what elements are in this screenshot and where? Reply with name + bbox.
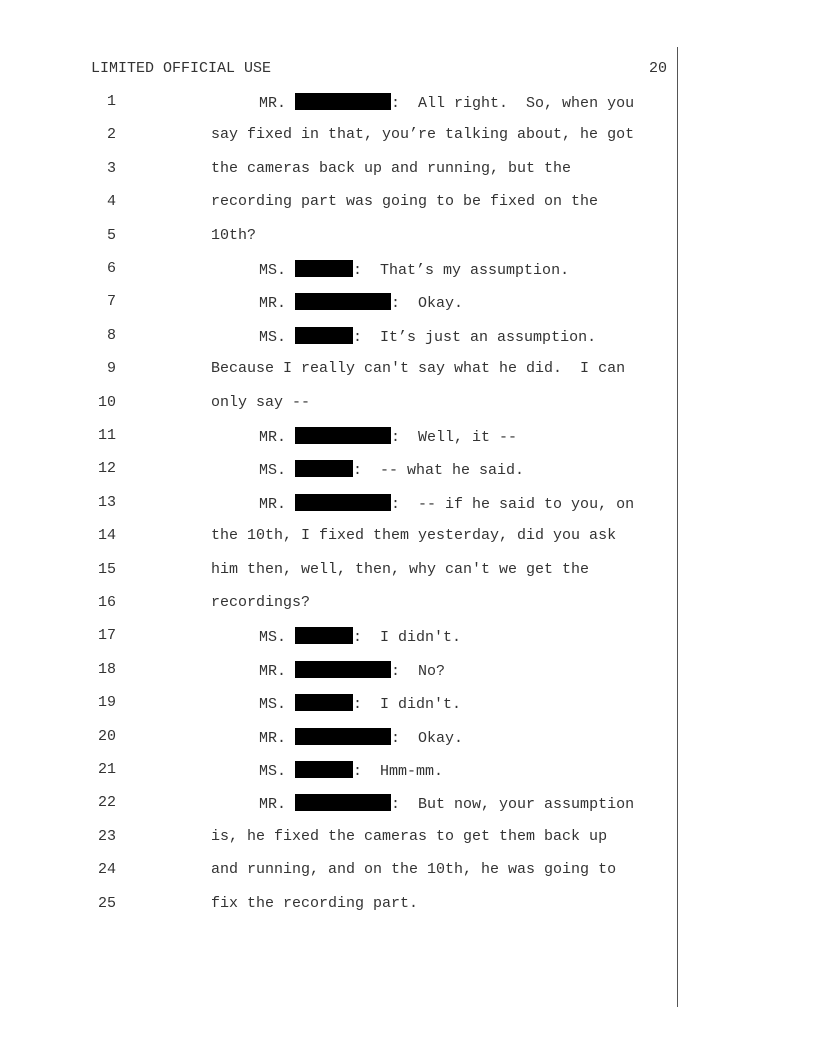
line-number: 18 xyxy=(97,660,116,678)
line-number: 19 xyxy=(97,694,116,712)
transcript-line xyxy=(0,794,680,816)
line-number: 6 xyxy=(106,260,116,277)
redaction-block xyxy=(295,627,353,644)
line-number: 25 xyxy=(97,894,116,912)
redaction-block xyxy=(295,93,391,110)
line-number: 14 xyxy=(97,527,116,545)
speaker-title: MR. xyxy=(259,95,287,112)
line-number: 3 xyxy=(106,159,116,177)
speech-text: : All right. So, when you xyxy=(391,95,635,112)
redaction-block xyxy=(295,728,391,745)
redaction-block xyxy=(295,293,391,310)
speaker-line xyxy=(259,327,596,346)
line-number: 2 xyxy=(106,126,116,144)
speaker-title: MS. xyxy=(259,763,287,780)
redaction-block xyxy=(295,661,391,678)
speaker-line xyxy=(259,761,443,780)
speaker-line xyxy=(259,728,463,747)
speech-text: and running, and on the 10th, he was going to xyxy=(211,861,617,879)
speech-text: : -- if he said to you, on xyxy=(391,495,635,513)
speaker-title: MR. xyxy=(259,495,287,513)
transcript-line xyxy=(0,494,680,516)
line-number: 23 xyxy=(97,827,116,845)
speech-text: fix the recording part. xyxy=(211,894,419,912)
line-number: 20 xyxy=(97,727,116,745)
redaction-block xyxy=(295,460,353,477)
line-number: 15 xyxy=(97,560,116,578)
line-number: 21 xyxy=(97,761,116,778)
line-number: 8 xyxy=(106,326,116,344)
speaker-line xyxy=(259,494,634,513)
speaker-line xyxy=(259,694,461,713)
speaker-line xyxy=(259,427,517,446)
line-number: 11 xyxy=(97,427,116,444)
page-number: 20 xyxy=(648,60,667,77)
speech-text: : That’s my assumption. xyxy=(353,262,570,279)
speech-text: only say -- xyxy=(211,393,311,411)
line-number: 4 xyxy=(106,193,116,211)
speaker-title: MR. xyxy=(259,729,287,747)
speaker-title: MS. xyxy=(259,328,287,346)
transcript-line xyxy=(0,561,680,583)
transcript-line xyxy=(0,293,680,315)
redaction-block xyxy=(295,494,391,511)
line-number: 17 xyxy=(97,627,116,645)
speech-text: say fixed in that, you’re talking about, he got xyxy=(211,126,635,144)
transcript-line xyxy=(0,227,680,249)
speech-text: Because I really can't say what he did. I can xyxy=(211,360,626,378)
line-number: 22 xyxy=(97,794,116,812)
speaker-title: MR. xyxy=(259,429,287,446)
line-number: 13 xyxy=(97,493,116,511)
speech-text: is, he fixed the cameras to get them back up xyxy=(211,827,608,845)
speaker-line xyxy=(259,93,634,112)
redaction-block xyxy=(295,260,353,277)
transcript-line xyxy=(0,260,680,282)
speech-text: : Okay. xyxy=(391,295,464,313)
transcript-line xyxy=(0,193,680,215)
speaker-title: MR. xyxy=(259,662,287,680)
speech-text: : But now, your assumption xyxy=(391,796,635,814)
line-number: 12 xyxy=(97,460,116,478)
speaker-line xyxy=(259,661,445,680)
speaker-line xyxy=(259,460,524,479)
line-number: 5 xyxy=(106,226,116,244)
redaction-block xyxy=(295,794,391,811)
redaction-block xyxy=(295,427,391,444)
transcript-line xyxy=(0,895,680,917)
speaker-line xyxy=(259,627,461,646)
transcript-line xyxy=(0,661,680,683)
redaction-block xyxy=(295,327,353,344)
transcript-line xyxy=(0,728,680,750)
transcript-line xyxy=(0,761,680,783)
speech-text: : I didn't. xyxy=(353,629,462,647)
classification-header: LIMITED OFFICIAL USE xyxy=(91,60,272,77)
speech-text: 10th? xyxy=(211,226,257,244)
speech-text: : I didn't. xyxy=(353,696,462,714)
line-number: 16 xyxy=(97,594,116,611)
speech-text: the cameras back up and running, but the xyxy=(211,159,572,177)
speaker-title: MR. xyxy=(259,295,287,313)
redaction-block xyxy=(295,694,353,711)
transcript-line xyxy=(0,527,680,549)
speaker-line xyxy=(259,794,634,813)
speaker-title: MS. xyxy=(259,629,287,647)
speech-text: him then, well, then, why can't we get the xyxy=(211,560,590,578)
speech-text: : -- what he said. xyxy=(353,462,525,480)
transcript-line xyxy=(0,93,680,115)
transcript-line xyxy=(0,694,680,716)
transcript-line xyxy=(0,627,680,649)
speech-text: the 10th, I fixed them yesterday, did you ask xyxy=(211,527,617,545)
redaction-block xyxy=(295,761,353,778)
speaker-line xyxy=(259,293,463,312)
line-number: 7 xyxy=(106,293,116,311)
transcript-line xyxy=(0,160,680,182)
speaker-title: MR. xyxy=(259,796,287,814)
speaker-title: MS. xyxy=(259,462,287,480)
speech-text: recording part was going to be fixed on the xyxy=(211,193,599,211)
speaker-title: MS. xyxy=(259,696,287,714)
transcript-line xyxy=(0,394,680,416)
transcript-line xyxy=(0,861,680,883)
speech-text: recordings? xyxy=(211,594,311,611)
speech-text: : Well, it -- xyxy=(391,429,518,446)
transcript-line xyxy=(0,126,680,148)
speaker-title: MS. xyxy=(259,262,287,279)
transcript-line xyxy=(0,427,680,449)
line-number: 24 xyxy=(97,861,116,879)
speech-text: : No? xyxy=(391,662,446,680)
transcript-line xyxy=(0,828,680,850)
transcript-line xyxy=(0,460,680,482)
line-number: 10 xyxy=(97,393,116,411)
speaker-line xyxy=(259,260,569,279)
speech-text: : Hmm-mm. xyxy=(353,763,444,780)
line-number: 1 xyxy=(106,93,116,110)
speech-text: : Okay. xyxy=(391,729,464,747)
transcript-line xyxy=(0,594,680,616)
speech-text: : It’s just an assumption. xyxy=(353,328,597,346)
line-number: 9 xyxy=(106,360,116,378)
transcript-line xyxy=(0,360,680,382)
transcript-line xyxy=(0,327,680,349)
